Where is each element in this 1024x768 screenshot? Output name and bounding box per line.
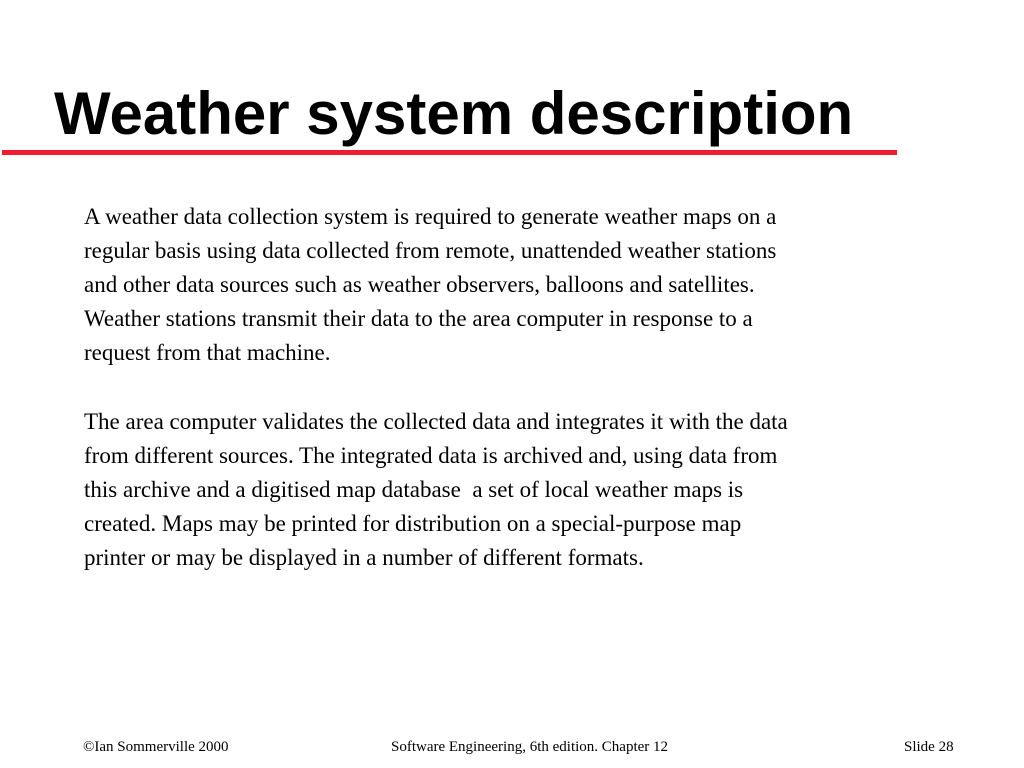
footer-copyright: ©Ian Sommerville 2000 (83, 739, 229, 755)
paragraph-line: The area computer validates the collected data and integrates it with the data (84, 409, 788, 434)
paragraph-line: and other data sources such as weather observers, balloons and satellites. (84, 272, 755, 297)
paragraph-1 (84, 200, 984, 370)
paragraph-line: regular basis using data collected from remote, unattended weather stations (84, 238, 777, 263)
footer-slide-number: Slide 28 (904, 739, 954, 755)
paragraph-line: printer or may be displayed in a number of different formats. (84, 545, 644, 570)
footer-book-title: Software Engineering, 6th edition. Chapter 12 (391, 739, 669, 755)
slide-title: Weather system description (54, 80, 854, 147)
paragraph-line: this archive and a digitised map database a set of local weather maps is (84, 477, 744, 502)
paragraph-2 (84, 405, 984, 575)
title-underline (2, 150, 897, 155)
paragraph-line: Weather stations transmit their data to the area computer in response to a (84, 306, 753, 331)
paragraph-line: created. Maps may be printed for distribution on a special-purpose map (84, 511, 742, 536)
paragraph-line: request from that machine. (84, 340, 331, 365)
paragraph-line: from different sources. The integrated data is archived and, using data from (84, 443, 778, 468)
paragraph-line: A weather data collection system is required to generate weather maps on a (84, 204, 777, 229)
